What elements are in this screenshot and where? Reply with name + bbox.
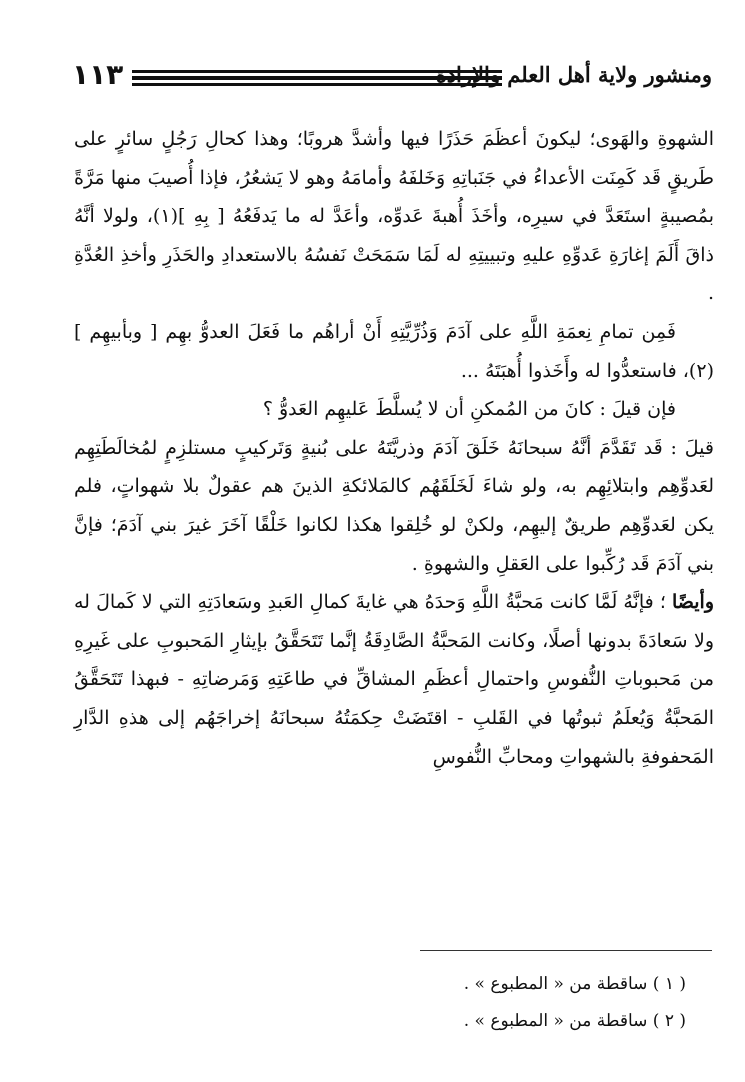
- page-number: ١١٣: [72, 58, 124, 91]
- footnote-2: ( ٢ ) ساقطة من « المطبوع » .: [463, 1011, 686, 1031]
- paragraph-3: فإن قيلَ : كانَ من المُمكنِ أن لا يُسلَّطَ عَليهِم العَدوُّ ؟: [262, 398, 676, 421]
- paragraph-2: فَمِن تمامِ نِعمَةِ اللَّهِ على آدَمَ وَذُرِّيَّتِهِ أَنْ أراهُم ما فَعَلَ العدوُّ بهِم [ وبأبيهِم ](٢)، فاستعدُّوا له وأَخَذوا أُهبَتَهُ ...: [74, 320, 714, 382]
- paragraph-5: [74, 583, 714, 776]
- footnotes: [74, 966, 686, 1040]
- page-header: [72, 56, 712, 102]
- paragraph-5-text: ؛ فإنَّهُ لَمَّا كانت مَحبَّةُ اللَّهِ وَحدَهُ هي غايةَ كمالِ العَبدِ وسَعادَتِهِ التي لا كَمالَ له ولا سَعادَةَ بدونها أصلًا، وكانت المَحبَّةُ الصَّادِقَةُ إنَّما تَتَحَقَّقُ بإيثارِ المَحبوبِ على غَيرِهِ من مَحبوباتِ النُّفوسِ واحتمالِ أعظَمِ المشاقِّ في طاعَتِهِ وَمَرضاتِهِ - فبهذا تَتَحَقَّقُ المَحبَّةُ وَيُعلَمُ ثبوتُها في القَلبِ - اقتَضَتْ حِكمَتُهُ سبحانَهُ إخراجَهُم إلى هذهِ الدَّارِ المَحفوفةِ بالشهواتِ ومحابِّ النُّفوسِ: [74, 591, 714, 768]
- footnote-separator: [420, 950, 712, 951]
- paragraph-1: الشهوةِ والهَوى؛ ليكونَ أعظَمَ حَذَرًا فيها وأشدَّ هروبًا؛ وهذا كحالِ رَجُلٍ سائرٍ على طَريقٍ قَد كَمِنَت الأعداءُ في جَنَباتِهِ وَخَلفَهُ وأمامَهُ وهو لا يَشعُرُ، فإذا أُصيبَ منها مَرَّةً بمُصيبةٍ استَعَدَّ في سيرِه، وأخَذَ أُهبةَ عَدوِّه، وأعَدَّ له ما يَدفَعُهُ [ بِهِ ](١)، ولولا أنَّهُ ذاقَ أَلَمَ إغارَةِ عَدوِّهِ عليهِ وتبييتِهِ له لَمَا سَمَحَتْ نَفسُهُ بالاستعدادِ والحَذَرِ وأخذِ العُدَّةِ .: [74, 128, 714, 305]
- paragraph-5-lead: وأيضًا: [671, 591, 714, 614]
- main-text: [74, 120, 714, 776]
- paragraph-4: قيلَ : قَد تَقَدَّمَ أنَّهُ سبحانَهُ خَلَقَ آدَمَ وذريَّتَهُ على بُنيةٍ وَتَركيبٍ مستلزِمٍ لمُخالَطَتِهِم لعَدوِّهِم وابتلائِهِم به، ولو شاءَ لَخَلَقَهُم كالمَلائكةِ الذينَ هم عقولٌ بلا شهواتٍ، فلم يكن لعَدوِّهِم طريقٌ إليهِم، ولكنْ لو خُلِقوا هكذا لكانوا خَلْقًا آخَرَ غيرَ بني آدَمَ؛ فإنَّ بني آدَمَ قَد رُكِّبوا على العَقلِ والشهوةِ .: [74, 436, 714, 575]
- footnote-1: ( ١ ) ساقطة من « المطبوع » .: [463, 974, 686, 994]
- running-title: ومنشور ولاية أهل العلم والإرادة: [435, 62, 712, 87]
